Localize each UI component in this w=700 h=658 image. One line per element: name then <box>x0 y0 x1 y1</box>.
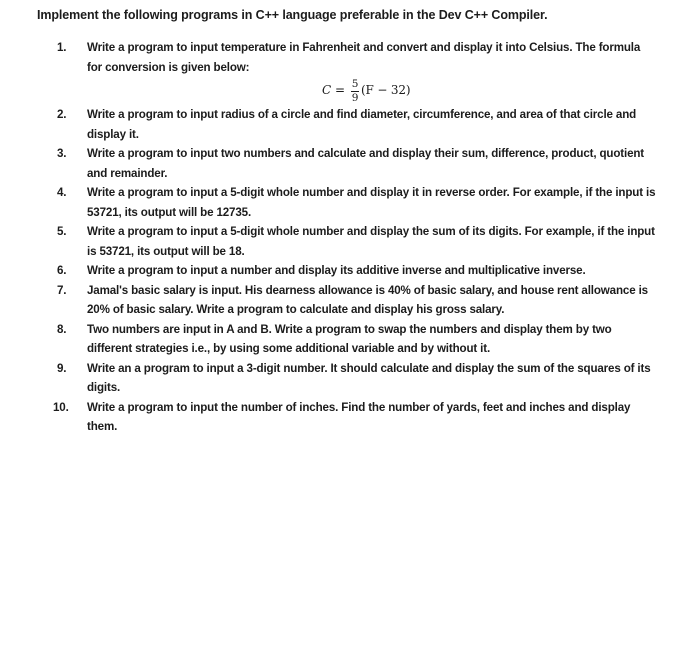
list-item <box>57 38 657 105</box>
item-text: Write a program to input temperature in Fahrenheit and convert and display it into Celsius. The formula for conversion is given below: <box>87 41 641 74</box>
item-number: 9. <box>57 361 67 375</box>
list-item <box>57 320 657 359</box>
item-number: 7. <box>57 283 67 297</box>
formula-rhs: (F − 32) <box>360 83 411 98</box>
formula-fraction <box>351 79 359 104</box>
list-item <box>57 261 657 281</box>
item-text: Write a program to input a 5-digit whole number and display the sum of its digits. For example, if the input is 53721, its output will be 18. <box>87 225 655 258</box>
formula-row <box>87 77 657 105</box>
item-number: 2. <box>57 108 67 121</box>
program-list <box>53 38 657 437</box>
list-item <box>53 398 657 437</box>
formula-denominator: 9 <box>351 91 359 104</box>
item-number: 4. <box>57 186 67 199</box>
item-text: Two numbers are input in A and B. Write a program to swap the numbers and display them by two different strategies i.e., by using some additional variable and by without it. <box>87 322 612 355</box>
item-number: 8. <box>57 322 67 336</box>
list-item <box>57 105 657 144</box>
list-item <box>57 359 657 398</box>
conversion-formula <box>322 77 410 105</box>
item-text: Write a program to input the number of inches. Find the number of yards, feet and inches and display them. <box>87 400 631 433</box>
item-number: 1. <box>57 41 67 54</box>
list-item <box>57 144 657 183</box>
item-text: Write a program to input a 5-digit whole number and display it in reverse order. For example, if the input is 53721, its output will be 12735. <box>87 186 656 219</box>
item-number: 6. <box>57 264 67 277</box>
item-number: 10. <box>53 400 69 414</box>
item-text: Write a program to input radius of a circle and find diameter, circumference, and area of that circle and display it. <box>87 108 637 141</box>
item-text: Write a program to input two numbers and calculate and display their sum, difference, product, quotient and remainder. <box>87 147 645 180</box>
formula-lhs: C <box>322 83 332 98</box>
item-text: Write a program to input a number and display its additive inverse and multiplicative inverse. <box>87 264 586 277</box>
item-number: 5. <box>57 225 67 238</box>
list-item <box>57 281 657 320</box>
item-number: 3. <box>57 147 67 160</box>
list-item <box>57 222 657 261</box>
list-item <box>57 183 657 222</box>
formula-equals: = <box>335 83 345 98</box>
item-text: Jamal's basic salary is input. His dearness allowance is 40% of basic salary, and house rent allowance is 20% of basic salary. Write a program to calculate and display his gross salary. <box>87 283 648 316</box>
page-heading: Implement the following programs in C++ language preferable in the Dev C++ Compiler. <box>37 8 548 22</box>
formula-numerator: 5 <box>351 77 359 90</box>
item-text: Write an a program to input a 3-digit number. It should calculate and display the sum of the squares of its digits. <box>87 361 651 394</box>
